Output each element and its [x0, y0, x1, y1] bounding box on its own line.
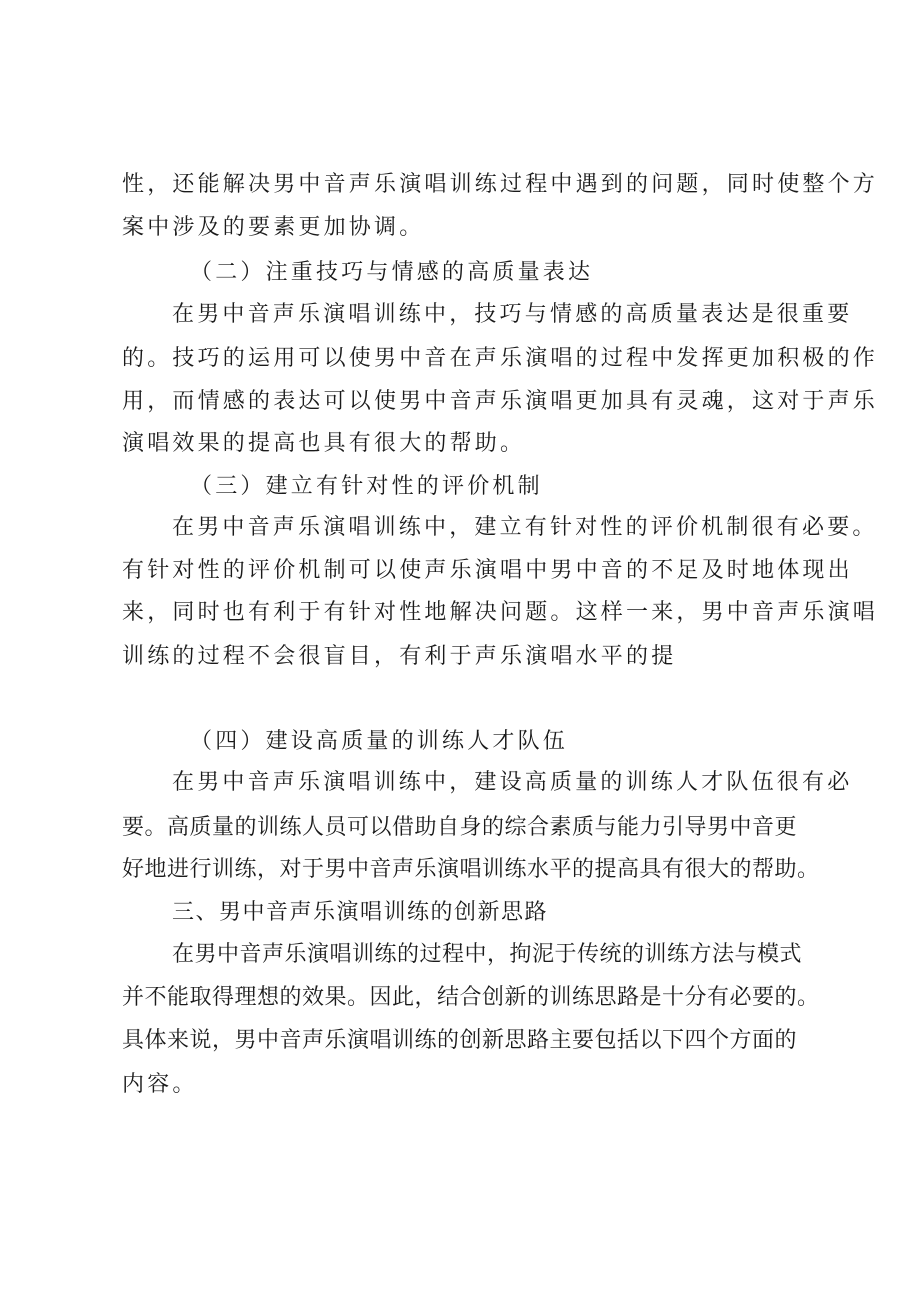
chapter-heading: 三、男中音声乐演唱训练的创新思路: [172, 900, 549, 925]
paragraph-line: 好地进行训练，对于男中音声乐演唱训练水平的提高具有很大的帮助。: [122, 857, 820, 882]
paragraph-line: 并不能取得理想的效果。因此，结合创新的训练思路是十分有必要的。: [122, 985, 820, 1010]
paragraph-line: 在男中音声乐演唱训练中，建立有针对性的评价机制很有必要。: [172, 515, 878, 540]
paragraph-line: 有针对性的评价机制可以使声乐演唱中男中音的不足及时地体现出: [122, 558, 853, 583]
paragraph-line: 具体来说，男中音声乐演唱训练的创新思路主要包括以下四个方面的: [122, 1028, 798, 1053]
paragraph-line: 案中涉及的要素更加协调。: [122, 215, 425, 240]
section-heading: （四）建设高质量的训练人才队伍: [190, 729, 569, 754]
paragraph-line: 用，而情感的表达可以使男中音声乐演唱更加具有灵魂，这对于声乐: [122, 389, 879, 414]
paragraph-line: 的。技巧的运用可以使男中音在声乐演唱的过程中发挥更加积极的作: [122, 346, 879, 371]
paragraph-line: 在男中音声乐演唱训练中，技巧与情感的高质量表达是很重要: [172, 302, 853, 327]
paragraph-line: 在男中音声乐演唱训练中，建设高质量的训练人才队伍很有必: [172, 770, 853, 795]
paragraph-line: 性，还能解决男中音声乐演唱训练过程中遇到的问题，同时使整个方: [122, 172, 879, 197]
paragraph-line: 来，同时也有利于有针对性地解决问题。这样一来，男中音声乐演唱: [122, 600, 879, 625]
paragraph-line: 演唱效果的提高也具有很大的帮助。: [122, 431, 526, 456]
section-heading: （三）建立有针对性的评价机制: [190, 474, 543, 499]
paragraph-line: 内容。: [122, 1072, 198, 1097]
section-heading: （二）注重技巧与情感的高质量表达: [190, 260, 594, 285]
paragraph-line: 要。高质量的训练人员可以借助自身的综合素质与能力引导男中音更: [122, 815, 798, 840]
paragraph-line: 在男中音声乐演唱训练的过程中，拘泥于传统的训练方法与模式: [172, 942, 803, 967]
paragraph-line: 训练的过程不会很盲目，有利于声乐演唱水平的提: [122, 644, 677, 669]
